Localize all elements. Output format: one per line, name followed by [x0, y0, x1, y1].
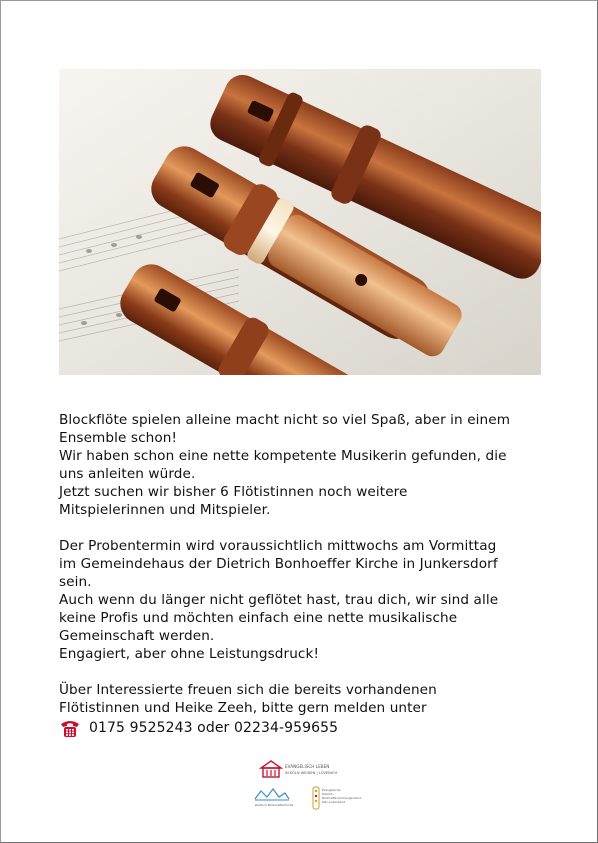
contact-paragraph — [59, 681, 539, 738]
gemeinde-logo-line2: Dietrich- — [322, 792, 334, 796]
text-line: Wir haben schon eine nette kompetente Musikerin gefunden, die — [59, 448, 507, 464]
text-line: keine Profis und möchten einfach eine nette musikalische — [59, 610, 458, 626]
text-line: Der Probentermin wird voraussichtlich mittwochs am Vormittag — [59, 538, 497, 554]
church-logos — [251, 759, 361, 819]
recorders-photo — [59, 69, 541, 375]
evangelisch-logo-line1: EVANGELISCH LEBEN — [285, 764, 330, 769]
text-line: Gemeinschaft werden. — [59, 628, 215, 644]
text-line: Blockflöte spielen alleine macht nicht so viel Spaß, aber in einem — [59, 412, 511, 428]
gemeinde-logo-line3: Bonhoeffer-Kirchengemeinde — [322, 796, 361, 800]
text-line: Engagiert, aber ohne Leistungsdruck! — [59, 646, 320, 662]
flyer-text — [59, 411, 539, 738]
text-line: sein. — [59, 574, 92, 590]
phone-numbers[interactable]: 0175 9525243 oder 02234-959655 — [89, 720, 339, 736]
text-line: uns anleiten würde. — [59, 466, 196, 482]
rehearsal-paragraph — [59, 537, 539, 663]
telephone-icon — [59, 718, 81, 738]
text-line: Flötistinnen und Heike Zeeh, bitte gern melden unter — [59, 700, 427, 716]
bonhoeffer-logo — [255, 789, 294, 807]
gemeinde-logo — [313, 787, 361, 809]
text-line: Auch wenn du länger nicht geflötet hast, trau dich, wir sind alle — [59, 592, 499, 608]
intro-paragraph — [59, 411, 539, 519]
text-line: Mitspielerinnen und Mitspieler. — [59, 502, 271, 518]
text-line: Ensemble schon! — [59, 430, 178, 446]
church-logo-icon — [261, 761, 281, 777]
bonhoeffer-logo-text: Dietrich Bonhoefferkirche — [255, 803, 294, 807]
evangelisch-logo-line2: IN KÖLN WEIDEN | LÖVENICH — [285, 771, 338, 775]
gemeinde-logo-line4: Köln-Junkersdorf — [322, 800, 345, 804]
text-line: Über Interessierte freuen sich die bereits vorhandenen — [59, 682, 437, 698]
text-line: im Gemeindehaus der Dietrich Bonhoeffer Kirche in Junkersdorf — [59, 556, 498, 572]
phone-row — [59, 718, 539, 738]
text-line: Jetzt suchen wir bisher 6 Flötistinnen noch weitere — [59, 484, 408, 500]
recorders-illustration — [59, 69, 541, 375]
gemeinde-logo-line1: Evangelische — [322, 788, 341, 792]
